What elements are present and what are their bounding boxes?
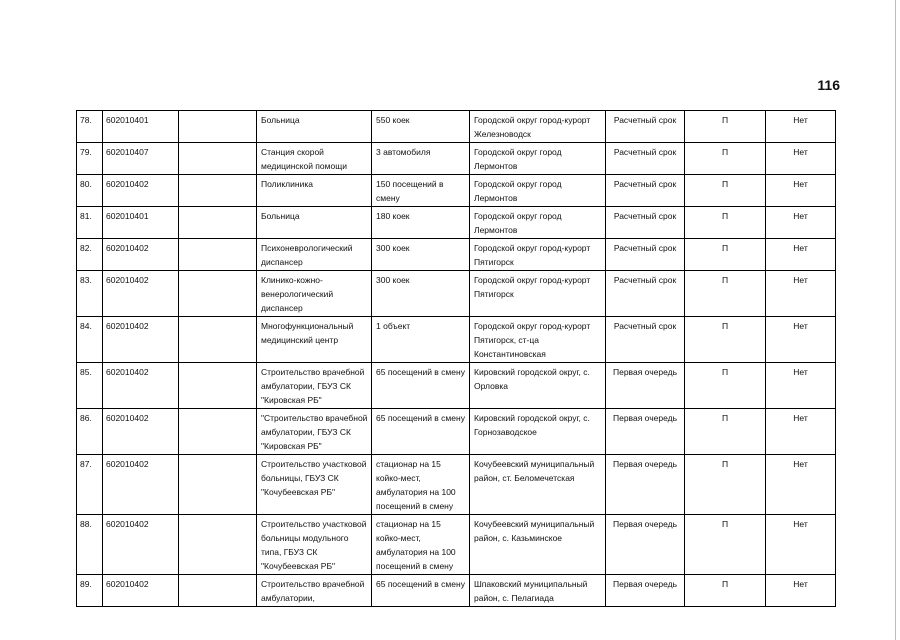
object-cell: Поликлиника — [257, 175, 372, 207]
capacity-cell: 65 посещений в смену — [372, 409, 470, 455]
empty-cell — [179, 239, 257, 271]
type-cell: П — [685, 271, 766, 317]
code-cell: 602010402 — [103, 239, 179, 271]
row-number-cell: 78. — [77, 111, 103, 143]
capacity-cell: стационар на 15 койко-мест, амбулатория на 100 посещений в смену — [372, 515, 470, 575]
capacity-cell: 65 посещений в смену — [372, 575, 470, 607]
row-number-cell: 86. — [77, 409, 103, 455]
code-cell: 602010402 — [103, 515, 179, 575]
type-cell: П — [685, 455, 766, 515]
code-cell: 602010402 — [103, 575, 179, 607]
type-cell: П — [685, 363, 766, 409]
code-cell: 602010402 — [103, 363, 179, 409]
type-cell: П — [685, 409, 766, 455]
code-cell: 602010402 — [103, 455, 179, 515]
location-cell: Кировский городской округ, с. Горнозаводское — [470, 409, 606, 455]
term-cell: Расчетный срок — [606, 111, 685, 143]
row-number-cell: 82. — [77, 239, 103, 271]
location-cell: Городской округ город-курорт Железноводск — [470, 111, 606, 143]
table-row — [77, 409, 836, 455]
object-cell: "Строительство врачебной амбулатории, ГБУЗ СК "Кировская РБ" — [257, 409, 372, 455]
row-number-cell: 89. — [77, 575, 103, 607]
type-cell: П — [685, 207, 766, 239]
flag-cell: Нет — [766, 143, 836, 175]
object-cell: Клинико-кожно-венерологический диспансер — [257, 271, 372, 317]
row-number-cell: 80. — [77, 175, 103, 207]
flag-cell: Нет — [766, 207, 836, 239]
table-row — [77, 455, 836, 515]
code-cell: 602010402 — [103, 409, 179, 455]
location-cell: Кочубеевский муниципальный район, ст. Беломечетская — [470, 455, 606, 515]
registry-table — [76, 110, 836, 607]
location-cell: Городской округ город-курорт Пятигорск — [470, 239, 606, 271]
table-row — [77, 207, 836, 239]
term-cell: Расчетный срок — [606, 239, 685, 271]
flag-cell: Нет — [766, 111, 836, 143]
empty-cell — [179, 409, 257, 455]
empty-cell — [179, 111, 257, 143]
empty-cell — [179, 317, 257, 363]
row-number-cell: 84. — [77, 317, 103, 363]
type-cell: П — [685, 143, 766, 175]
type-cell: П — [685, 175, 766, 207]
capacity-cell: стационар на 15 койко-мест, амбулатория на 100 посещений в смену — [372, 455, 470, 515]
table-row — [77, 239, 836, 271]
flag-cell: Нет — [766, 363, 836, 409]
term-cell: Расчетный срок — [606, 175, 685, 207]
object-cell: Психоневрологический диспансер — [257, 239, 372, 271]
table-row — [77, 271, 836, 317]
table-row — [77, 317, 836, 363]
empty-cell — [179, 207, 257, 239]
empty-cell — [179, 575, 257, 607]
term-cell: Первая очередь — [606, 575, 685, 607]
table-row — [77, 515, 836, 575]
term-cell: Первая очередь — [606, 409, 685, 455]
code-cell: 602010407 — [103, 143, 179, 175]
term-cell: Первая очередь — [606, 455, 685, 515]
type-cell: П — [685, 575, 766, 607]
capacity-cell: 3 автомобиля — [372, 143, 470, 175]
table-row — [77, 175, 836, 207]
object-cell: Многофункциональный медицинский центр — [257, 317, 372, 363]
flag-cell: Нет — [766, 515, 836, 575]
type-cell: П — [685, 515, 766, 575]
term-cell: Первая очередь — [606, 515, 685, 575]
page-number: 116 — [817, 77, 840, 93]
flag-cell: Нет — [766, 175, 836, 207]
code-cell: 602010402 — [103, 271, 179, 317]
location-cell: Городской округ город-курорт Пятигорск, ст-ца Константиновская — [470, 317, 606, 363]
row-number-cell: 85. — [77, 363, 103, 409]
table-row — [77, 111, 836, 143]
capacity-cell: 1 объект — [372, 317, 470, 363]
flag-cell: Нет — [766, 317, 836, 363]
row-number-cell: 79. — [77, 143, 103, 175]
term-cell: Расчетный срок — [606, 271, 685, 317]
capacity-cell: 300 коек — [372, 271, 470, 317]
code-cell: 602010402 — [103, 175, 179, 207]
row-number-cell: 87. — [77, 455, 103, 515]
code-cell: 602010401 — [103, 111, 179, 143]
type-cell: П — [685, 111, 766, 143]
flag-cell: Нет — [766, 239, 836, 271]
capacity-cell: 65 посещений в смену — [372, 363, 470, 409]
table-row — [77, 575, 836, 607]
type-cell: П — [685, 239, 766, 271]
type-cell: П — [685, 317, 766, 363]
object-cell: Строительство врачебной амбулатории, — [257, 575, 372, 607]
term-cell: Расчетный срок — [606, 143, 685, 175]
table-row — [77, 363, 836, 409]
location-cell: Городской округ город Лермонтов — [470, 207, 606, 239]
row-number-cell: 88. — [77, 515, 103, 575]
empty-cell — [179, 271, 257, 317]
table-row — [77, 143, 836, 175]
object-cell: Строительство участковой больницы, ГБУЗ СК "Кочубеевская РБ" — [257, 455, 372, 515]
flag-cell: Нет — [766, 455, 836, 515]
location-cell: Кировский городской округ, с. Орловка — [470, 363, 606, 409]
location-cell: Городской округ город Лермонтов — [470, 143, 606, 175]
empty-cell — [179, 175, 257, 207]
location-cell: Шпаковский муниципальный район, с. Пелагиада — [470, 575, 606, 607]
term-cell: Расчетный срок — [606, 317, 685, 363]
capacity-cell: 150 посещений в смену — [372, 175, 470, 207]
row-number-cell: 81. — [77, 207, 103, 239]
code-cell: 602010401 — [103, 207, 179, 239]
row-number-cell: 83. — [77, 271, 103, 317]
capacity-cell: 550 коек — [372, 111, 470, 143]
location-cell: Городской округ город-курорт Пятигорск — [470, 271, 606, 317]
object-cell: Больница — [257, 207, 372, 239]
capacity-cell: 180 коек — [372, 207, 470, 239]
object-cell: Больница — [257, 111, 372, 143]
term-cell: Первая очередь — [606, 363, 685, 409]
object-cell: Станция скорой медицинской помощи — [257, 143, 372, 175]
term-cell: Расчетный срок — [606, 207, 685, 239]
capacity-cell: 300 коек — [372, 239, 470, 271]
location-cell: Кочубеевский муниципальный район, с. Казьминское — [470, 515, 606, 575]
empty-cell — [179, 143, 257, 175]
flag-cell: Нет — [766, 575, 836, 607]
location-cell: Городской округ город Лермонтов — [470, 175, 606, 207]
flag-cell: Нет — [766, 409, 836, 455]
code-cell: 602010402 — [103, 317, 179, 363]
page-edge-line — [895, 0, 896, 640]
object-cell: Строительство врачебной амбулатории, ГБУЗ СК "Кировская РБ" — [257, 363, 372, 409]
empty-cell — [179, 515, 257, 575]
object-cell: Строительство участковой больницы модульного типа, ГБУЗ СК "Кочубеевская РБ" — [257, 515, 372, 575]
empty-cell — [179, 455, 257, 515]
flag-cell: Нет — [766, 271, 836, 317]
empty-cell — [179, 363, 257, 409]
